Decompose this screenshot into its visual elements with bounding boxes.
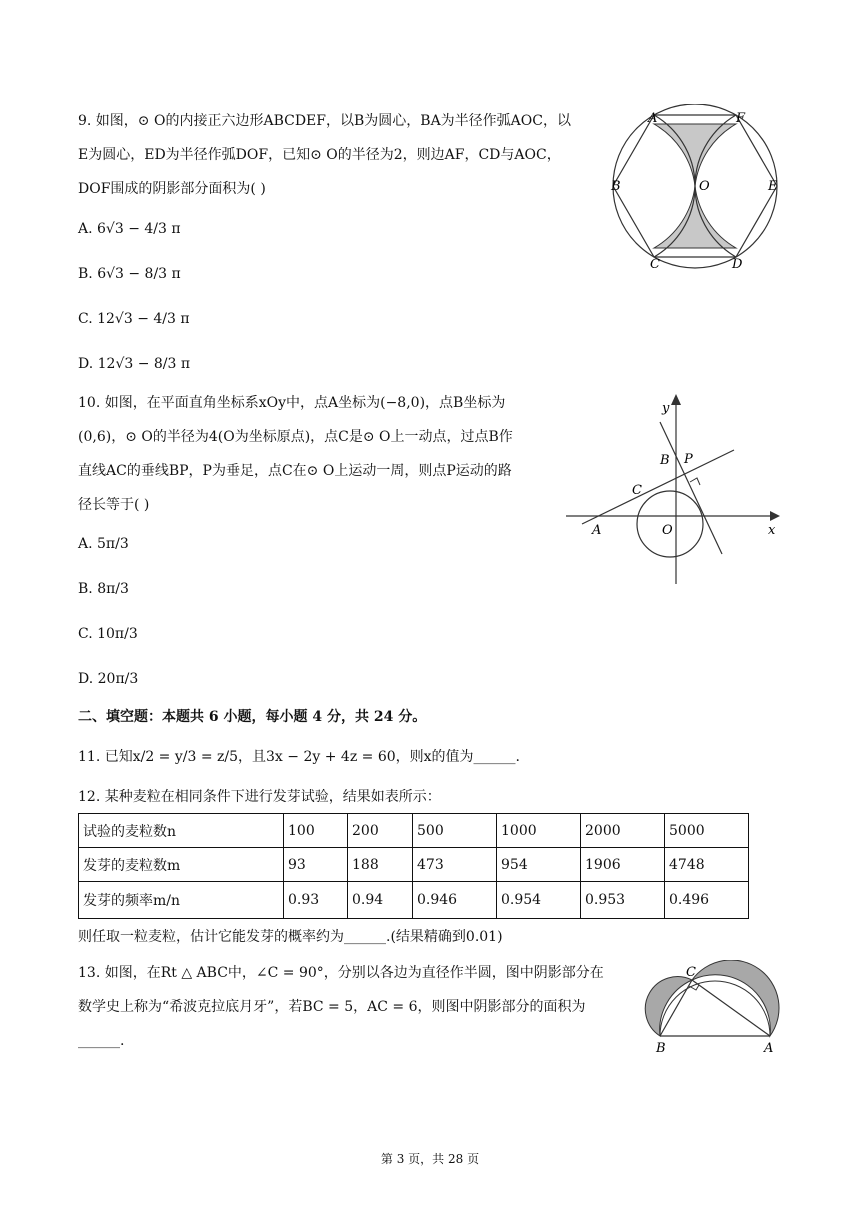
q10-line2 [78, 420, 513, 454]
q9-option-a[interactable]: A. 6√3 − 4/3 π [78, 221, 181, 237]
table-cell: 100 [284, 814, 348, 848]
q9-line1-text: 9. 如图，⊙ O的内接正六边形ABCDEF，以B为圆心，BA为半径作弧AOC，以 [78, 113, 571, 129]
q10-line3-text: 直线AC的垂线BP，P为垂足，点C在⊙ O上运动一周，则点P运动的路 [78, 463, 512, 479]
q10-option-d[interactable]: D. 20π/3 [78, 671, 139, 687]
q10-label-c: C [632, 483, 642, 498]
table-row [79, 848, 749, 882]
q13-line3 [78, 1024, 124, 1058]
table-cell: 发芽的麦粒数m [79, 848, 284, 882]
q9-label-c: C [650, 257, 660, 270]
q10-option-b[interactable]: B. 8π/3 [78, 581, 129, 597]
table-cell: 0.954 [497, 882, 581, 919]
q11-line [78, 740, 520, 774]
q9-option-d[interactable]: D. 12√3 − 8/3 π [78, 356, 191, 372]
table-cell: 0.93 [284, 882, 348, 919]
q10-coordinate-figure [562, 392, 788, 588]
q9-option-b[interactable]: B. 6√3 − 8/3 π [78, 266, 181, 282]
table-cell: 200 [348, 814, 413, 848]
q13-label-c: C [686, 965, 696, 980]
q10-label-p: P [684, 452, 693, 467]
q13-line2-text: 数学史上称为“希波克拉底月牙”，若BC = 5，AC = 6，则图中阴影部分的面积为 [78, 999, 586, 1015]
q12-intro-text: 12. 某种麦粒在相同条件下进行发芽试验，结果如表所示： [78, 789, 441, 805]
table-cell: 2000 [581, 814, 665, 848]
table-cell: 473 [413, 848, 497, 882]
table-cell: 0.946 [413, 882, 497, 919]
q13-label-a: A [764, 1041, 774, 1056]
q10-label-x: x [768, 523, 776, 538]
q13-lune-figure [640, 960, 790, 1060]
q10-label-b: B [660, 453, 670, 468]
q13-line2 [78, 990, 585, 1024]
q9-line1 [78, 104, 571, 138]
table-cell: 4748 [665, 848, 749, 882]
q9-line2 [78, 138, 561, 172]
q13-label-b: B [656, 1041, 666, 1056]
q12-conclusion-text: 则任取一粒麦粒，估计它能发芽的概率约为______.(结果精确到0.01) [78, 929, 503, 945]
table-row [79, 814, 749, 848]
table-cell: 1000 [497, 814, 581, 848]
table-cell: 188 [348, 848, 413, 882]
q10-line1-text: 10. 如图，在平面直角坐标系xOy中，点A坐标为(−8,0)，点B坐标为 [78, 395, 506, 411]
q9-line3 [78, 172, 266, 206]
table-row [79, 882, 749, 919]
q13-right-angle-mark [689, 985, 699, 990]
table-cell: 93 [284, 848, 348, 882]
q9-line3-text: DOF围成的阴影部分面积为( ) [78, 181, 266, 197]
q10-line-ac [582, 450, 734, 524]
table-cell: 0.94 [348, 882, 413, 919]
q13-line1 [78, 956, 604, 990]
q9-hexagon-figure [606, 104, 786, 270]
table-cell: 500 [413, 814, 497, 848]
q9-label-b: B [611, 179, 621, 194]
q10-label-y: y [662, 401, 670, 416]
table-cell: 发芽的频率m/n [79, 882, 284, 919]
page-footer: 第 3 页，共 28 页 [380, 1152, 480, 1166]
q9-label-o: O [699, 179, 710, 194]
q13-line1-text: 13. 如图，在Rt △ ABC中，∠C = 90°，分别以各边为直径作半圆，图中阴影部分在 [78, 965, 604, 981]
q11-text: 11. 已知x/2 = y/3 = z/5，且3x − 2y + 4z = 60，则x的值为______. [78, 749, 520, 765]
q10-line1 [78, 386, 505, 420]
q9-label-e: E [768, 179, 778, 194]
q10-line4 [78, 488, 149, 522]
q10-line2-text: (0,6)，⊙ O的半径为4(O为坐标原点)，点C是⊙ O上一动点，过点B作 [78, 429, 513, 445]
q13-lune-right [692, 960, 779, 1036]
q12-intro [78, 780, 441, 814]
table-cell: 试验的麦粒数n [79, 814, 284, 848]
q10-y-arrow-icon [671, 394, 681, 405]
q10-x-arrow-icon [770, 511, 780, 521]
table-cell: 1906 [581, 848, 665, 882]
q10-right-angle-mark [690, 478, 700, 485]
q12-conclusion [78, 920, 503, 954]
q9-line2-text: E为圆心，ED为半径作弧DOF，已知⊙ O的半径为2，则边AF，CD与AOC， [78, 147, 561, 163]
table-cell: 954 [497, 848, 581, 882]
q10-option-c[interactable]: C. 10π/3 [78, 626, 138, 642]
table-cell: 0.953 [581, 882, 665, 919]
q10-label-a: A [592, 523, 602, 538]
table-cell: 0.496 [665, 882, 749, 919]
section-fill-in-heading: 二、填空题：本题共 6 小题，每小题 4 分，共 24 分。 [78, 709, 427, 725]
q13-line3-text: ______. [78, 1033, 125, 1049]
q9-label-f: F [736, 111, 746, 126]
q9-option-c[interactable]: C. 12√3 − 4/3 π [78, 311, 190, 327]
q10-option-a[interactable]: A. 5π/3 [78, 536, 129, 552]
q10-line3 [78, 454, 512, 488]
q10-line4-text: 径长等于( ) [78, 497, 150, 513]
q9-label-d: D [732, 257, 743, 270]
q10-label-o: O [662, 523, 673, 538]
q12-table [78, 813, 749, 919]
table-cell: 5000 [665, 814, 749, 848]
q9-label-a: A [648, 111, 658, 126]
